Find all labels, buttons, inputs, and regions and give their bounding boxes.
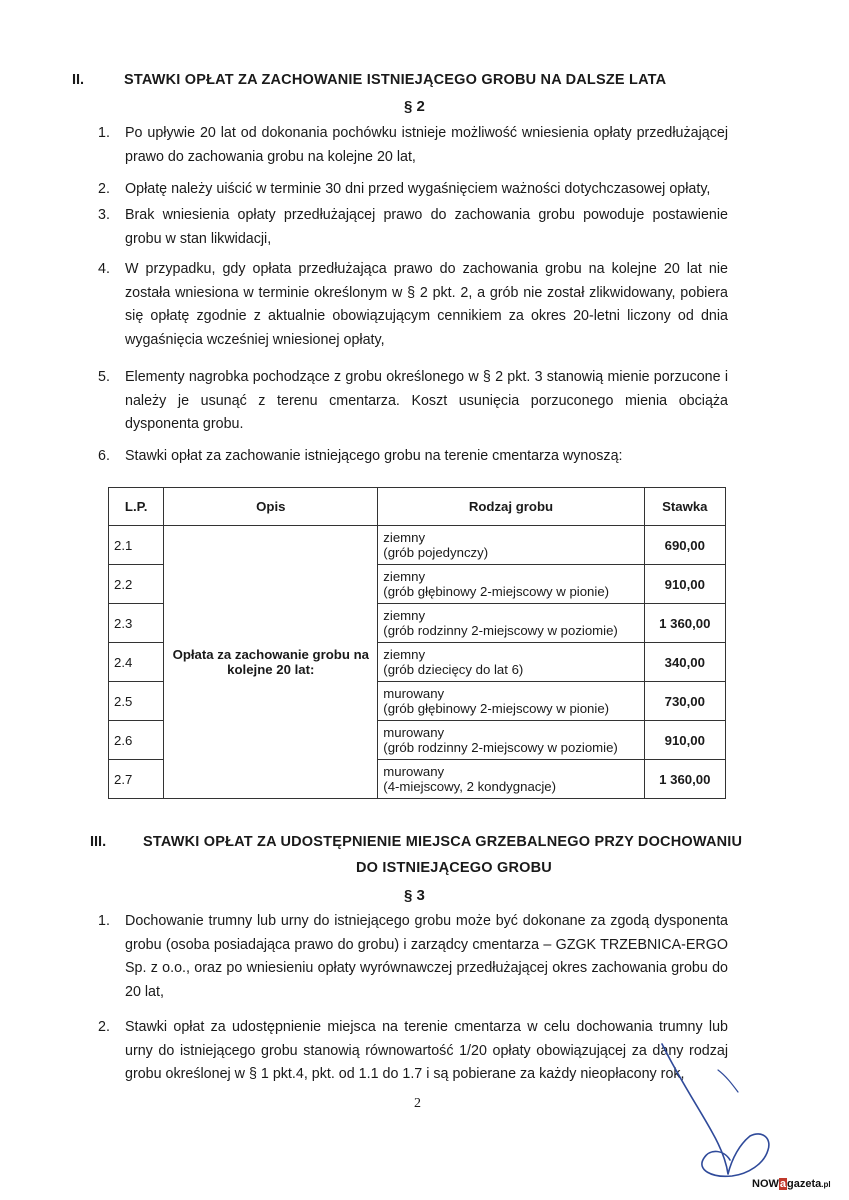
grave-detail: (4-miejscowy, 2 kondygnacje): [383, 779, 557, 794]
section-2-roman: II.: [72, 72, 85, 88]
cell-lp: 2.3: [109, 604, 164, 643]
section-3-roman: III.: [90, 834, 107, 850]
handwritten-signature: [600, 1040, 800, 1190]
grave-type: murowany: [383, 725, 445, 740]
page-number: 2: [414, 1096, 421, 1111]
cell-stawka: 730,00: [644, 682, 725, 721]
list-item-text: Opłatę należy uiścić w terminie 30 dni przed wygaśnięciem ważności dotychczasowej opłaty,: [125, 181, 711, 197]
logo-part-2: a: [779, 1178, 787, 1190]
section-3-title-line2: DO ISTNIEJĄCEGO GROBU: [356, 860, 552, 876]
cell-stawka: 910,00: [644, 721, 725, 760]
list-item-text: W przypadku, gdy opłata przedłużająca prawo do zachowania grobu na kolejne 20 lat nie została wniesiona w terminie określonym w § 2 pkt. 2, a grób nie został zlikwidowany, pobiera się opłatę zgodnie z aktualnie obowiązującym cennikiem za okres 20-letni liczony od dnia wygaśnięcia wcześniej wniesionej opłaty,: [125, 261, 728, 348]
list-item-number: 2.: [98, 1019, 110, 1035]
list-item: [98, 910, 728, 1006]
cell-lp: 2.5: [109, 682, 164, 721]
list-item: [98, 366, 728, 438]
logo-part-3: gazeta: [787, 1178, 822, 1190]
cell-lp: 2.2: [109, 565, 164, 604]
list-item-text: Dochowanie trumny lub urny do istniejącego grobu może być dokonane za zgodą dysponenta grobu (osoba posiadająca prawo do grobu) i zarządcy cmentarza – GZGK TRZEBNICA-ERGO Sp. z o.o., oraz po wniesieniu opłaty wyrównawczej przedłużającej okres zachowania grobu do 20 lat,: [125, 913, 728, 1000]
cell-rodzaj: [378, 604, 644, 643]
list-item-text: Elementy nagrobka pochodzące z grobu określonego w § 2 pkt. 3 stanowią mienie porzucone i należy je usunąć z terenu cmentarza. Koszt usunięcia porzuconego mienia obciąża dysponenta grobu.: [125, 369, 728, 432]
section-2-title: STAWKI OPŁAT ZA ZACHOWANIE ISTNIEJĄCEGO GROBU NA DALSZE LATA: [124, 72, 667, 88]
header-opis: Opis: [164, 488, 378, 526]
list-item-number: 6.: [98, 448, 110, 464]
grave-detail: (grób rodzinny 2-miejscowy w poziomie): [383, 740, 618, 755]
list-item: [98, 178, 728, 202]
cell-stawka: 910,00: [644, 565, 725, 604]
grave-detail: (grób dziecięcy do lat 6): [383, 662, 524, 677]
cell-lp: 2.1: [109, 526, 164, 565]
list-item-number: 2.: [98, 181, 110, 197]
grave-type: ziemny: [383, 569, 426, 584]
list-item-number: 1.: [98, 125, 110, 141]
watermark-logo: [752, 1178, 831, 1190]
grave-type: ziemny: [383, 647, 426, 662]
grave-detail: (grób pojedynczy): [383, 545, 489, 560]
cell-opis-merged: Opłata za zachowanie grobu na kolejne 20 lat:: [164, 526, 378, 799]
grave-detail: (grób rodzinny 2-miejscowy w poziomie): [383, 623, 618, 638]
grave-type: murowany: [383, 686, 445, 701]
list-item: [98, 258, 728, 354]
cell-stawka: 340,00: [644, 643, 725, 682]
list-item-text: Brak wniesienia opłaty przedłużającej prawo do zachowania grobu powoduje postawienie grobu w stan likwidacji,: [125, 207, 728, 247]
section-3-title-line1: STAWKI OPŁAT ZA UDOSTĘPNIENIE MIEJSCA GRZEBALNEGO PRZY DOCHOWANIU: [143, 834, 743, 850]
list-item-number: 4.: [98, 261, 110, 277]
header-lp: L.P.: [109, 488, 164, 526]
grave-detail: (grób głębinowy 2-miejscowy w pionie): [383, 584, 610, 599]
list-item: [98, 122, 728, 170]
cell-rodzaj: [378, 526, 644, 565]
grave-type: ziemny: [383, 608, 426, 623]
cell-lp: 2.6: [109, 721, 164, 760]
list-item-text: Stawki opłat za zachowanie istniejącego grobu na terenie cmentarza wynoszą:: [125, 448, 623, 464]
cell-rodzaj: [378, 760, 644, 799]
header-stawka: Stawka: [644, 488, 725, 526]
paragraph-3-sign: § 3: [404, 887, 425, 904]
list-item: [98, 445, 728, 469]
cell-rodzaj: [378, 643, 644, 682]
header-rodzaj: Rodzaj grobu: [378, 488, 644, 526]
list-item-number: 1.: [98, 913, 110, 929]
cell-lp: 2.7: [109, 760, 164, 799]
paragraph-2-sign: § 2: [404, 98, 425, 115]
logo-part-4: .pl: [821, 1180, 831, 1189]
rates-table: [108, 487, 726, 799]
grave-type: murowany: [383, 764, 445, 779]
grave-detail: (grób głębinowy 2-miejscowy w pionie): [383, 701, 610, 716]
cell-lp: 2.4: [109, 643, 164, 682]
list-item-text: Stawki opłat za udostępnienie miejsca na terenie cmentarza w celu dochowania trumny lub urny do istniejącego grobu stanowią równowartość 1/20 opłaty obowiązującej za dany rodzaj grobu określonej w § 1 pkt.4, pkt. od 1.1 do 1.7 i są pobierane za każdy nieopłacony rok,: [125, 1019, 728, 1082]
cell-rodzaj: [378, 682, 644, 721]
cell-stawka: 1 360,00: [644, 604, 725, 643]
table-header-row: [109, 488, 726, 526]
table-row: [109, 526, 726, 565]
logo-part-1: NOW: [752, 1178, 779, 1190]
cell-stawka: 690,00: [644, 526, 725, 565]
grave-type: ziemny: [383, 530, 426, 545]
cell-rodzaj: [378, 721, 644, 760]
cell-stawka: 1 360,00: [644, 760, 725, 799]
list-item-text: Po upływie 20 lat od dokonania pochówku istnieje możliwość wniesienia opłaty przedłużającej prawo do zachowania grobu na kolejne 20 lat,: [125, 125, 728, 165]
list-item-number: 3.: [98, 207, 110, 223]
cell-rodzaj: [378, 565, 644, 604]
list-item-number: 5.: [98, 369, 110, 385]
list-item: [98, 204, 728, 252]
